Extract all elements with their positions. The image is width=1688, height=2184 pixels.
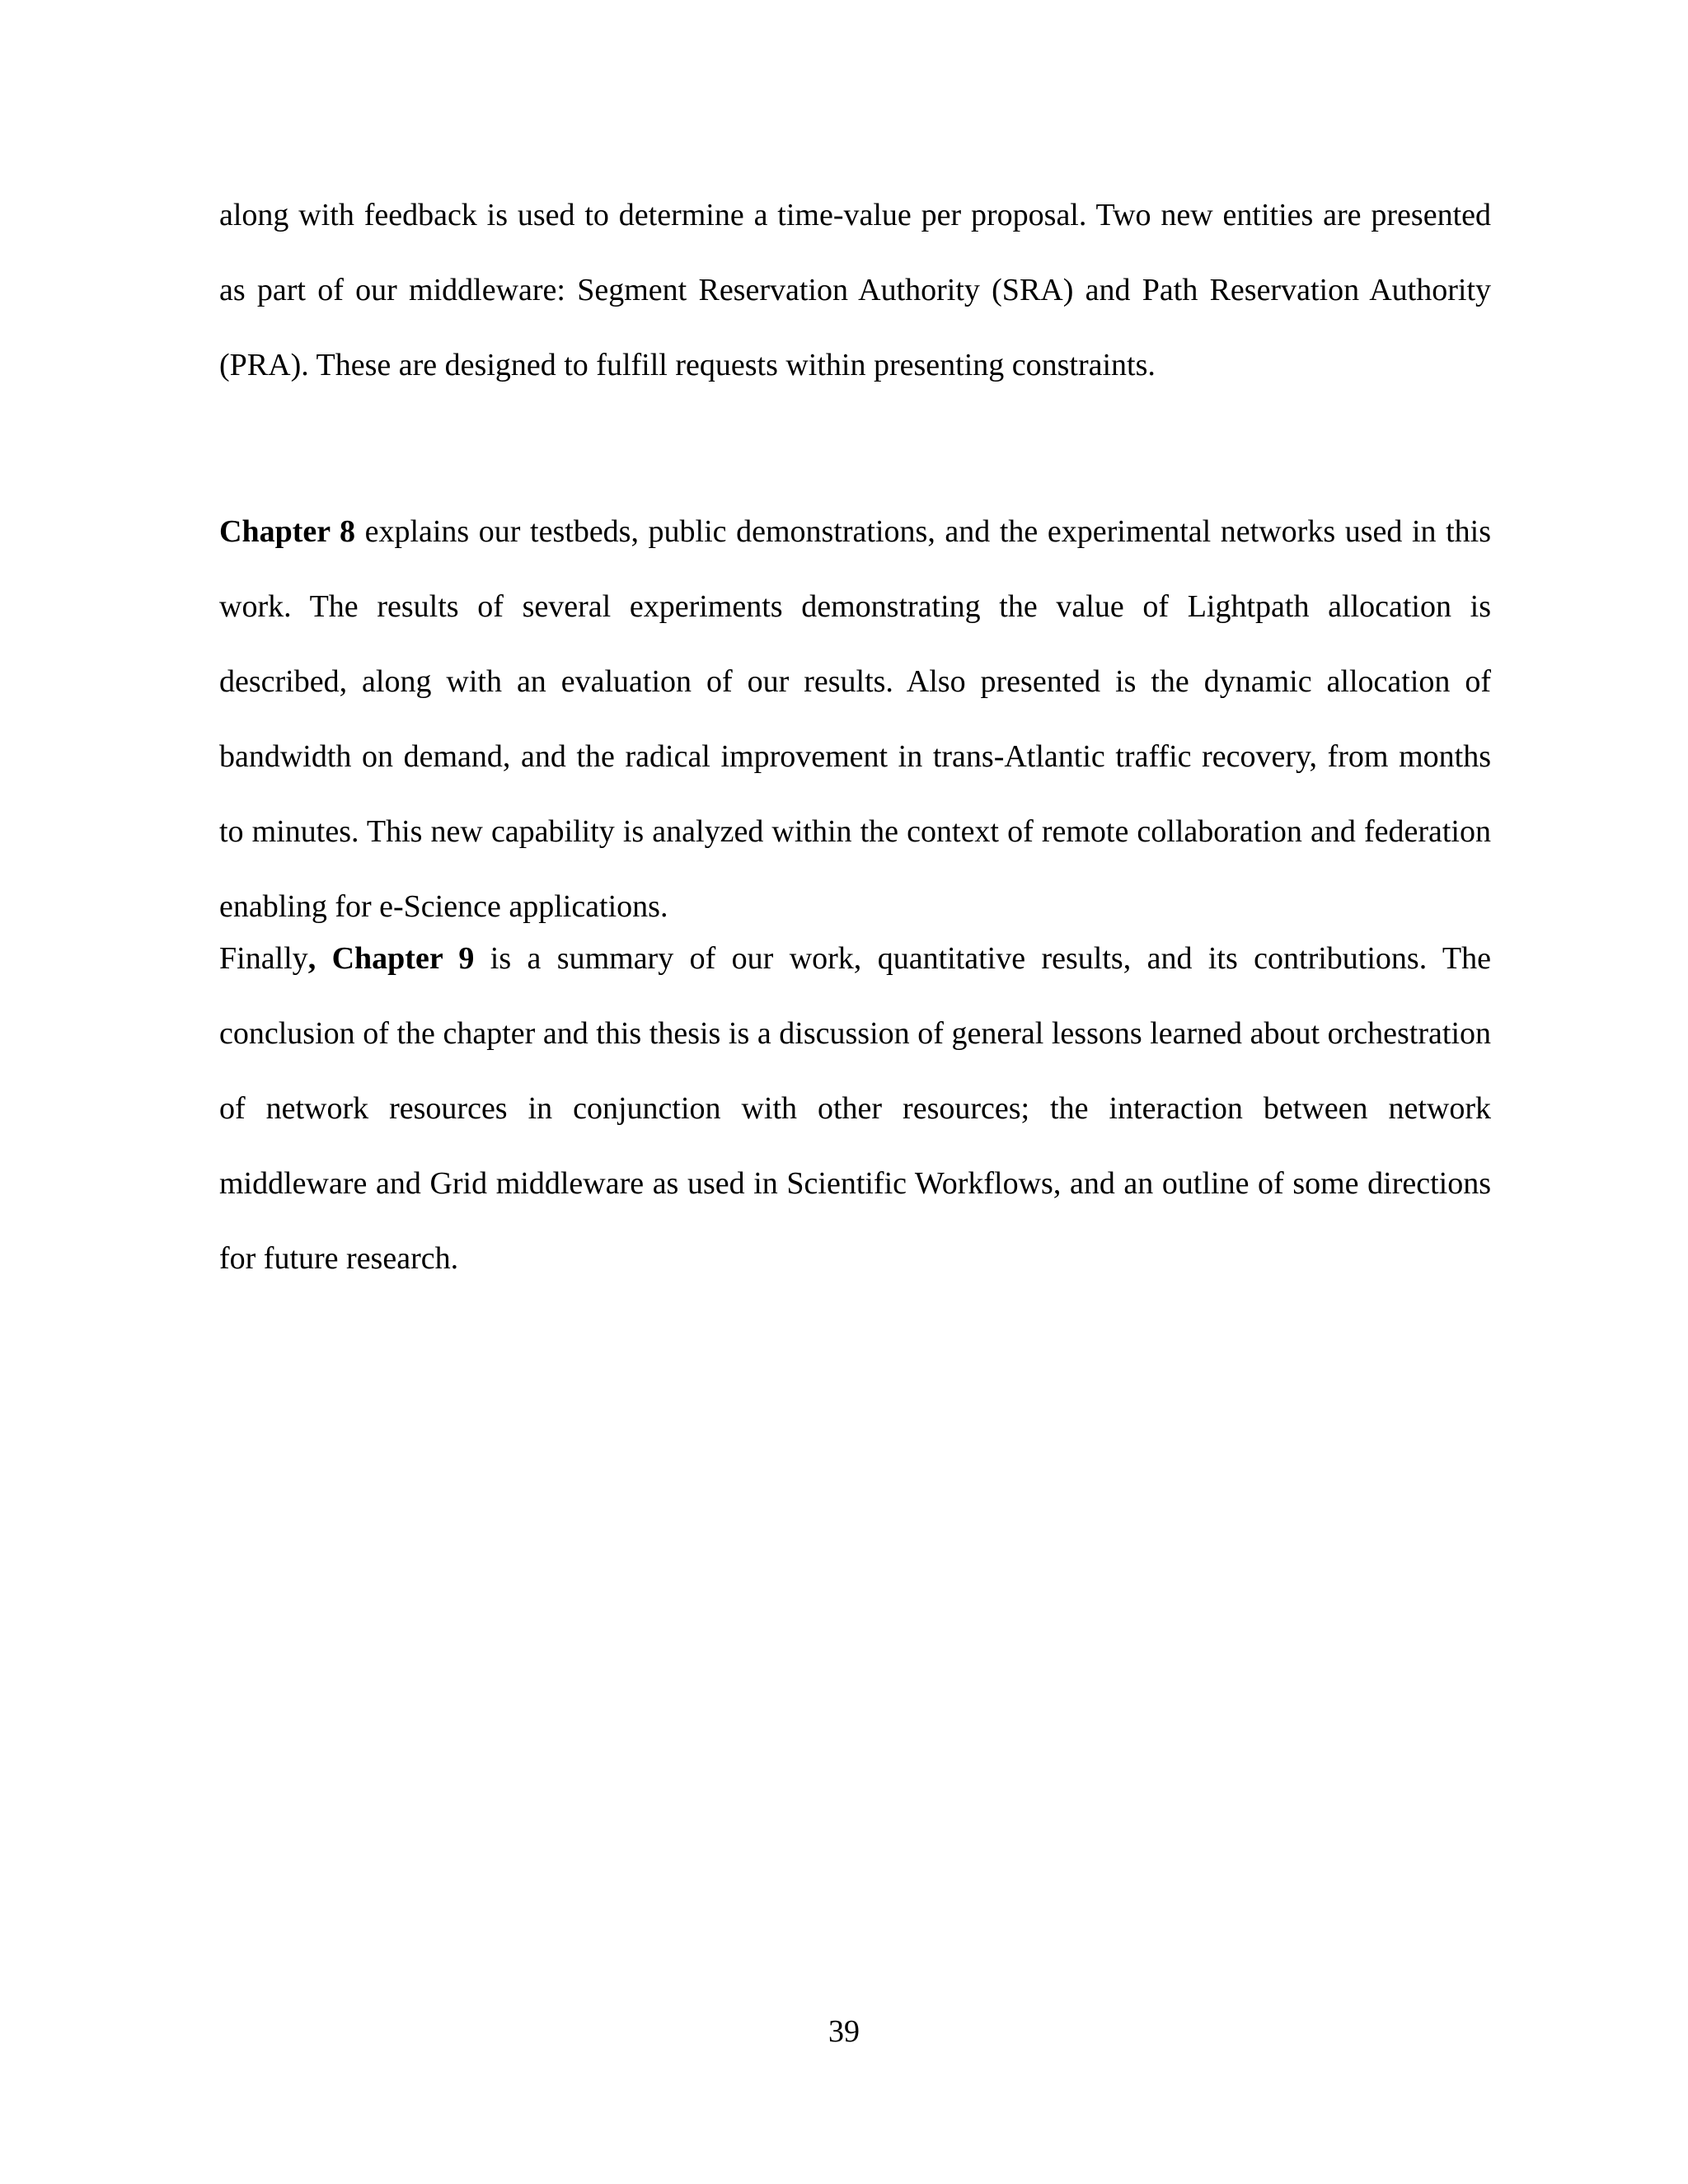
paragraph-continuation (219, 178, 1491, 403)
paragraph-lead-word: Finally (219, 941, 308, 976)
paragraph-text: along with feedback is used to determine a time-value per proposal. Two new entities are presented as part of our middleware: Segment Reservation Authority (SRA) and Path Reservation Authority (PRA). These are designed to fulfill requests within presenting constraints. (219, 198, 1491, 382)
page-number: 39 (828, 2014, 860, 2049)
paragraph-text: explains our testbeds, public demonstrations, and the experimental networks used in this work. The results of several experiments demonstrating the value of Lightpath allocation is described, along with an evaluation of our results. Also presented is the dynamic allocation of bandwidth on demand, and the radical improvement in trans-Atlantic traffic recovery, from months to minutes. This new capability is analyzed within the context of remote collaboration and federation enabling for e-Science applications. (219, 514, 1491, 924)
paragraph-chapter-8 (219, 494, 1491, 944)
chapter-8-heading-inline: Chapter 8 (219, 514, 355, 549)
paragraph-chapter-9 (219, 921, 1491, 1296)
paragraph-text: is a summary of our work, quantitative results, and its contributions. The conclusion of the chapter and this thesis is a discussion of general lessons learned about orchestration of network resources in conjunction with other resources; the interaction between network middleware and Grid middleware as used in Scientific Workflows, and an outline of some directions for future research. (219, 941, 1491, 1276)
chapter-9-heading-inline: , Chapter 9 (307, 941, 475, 976)
